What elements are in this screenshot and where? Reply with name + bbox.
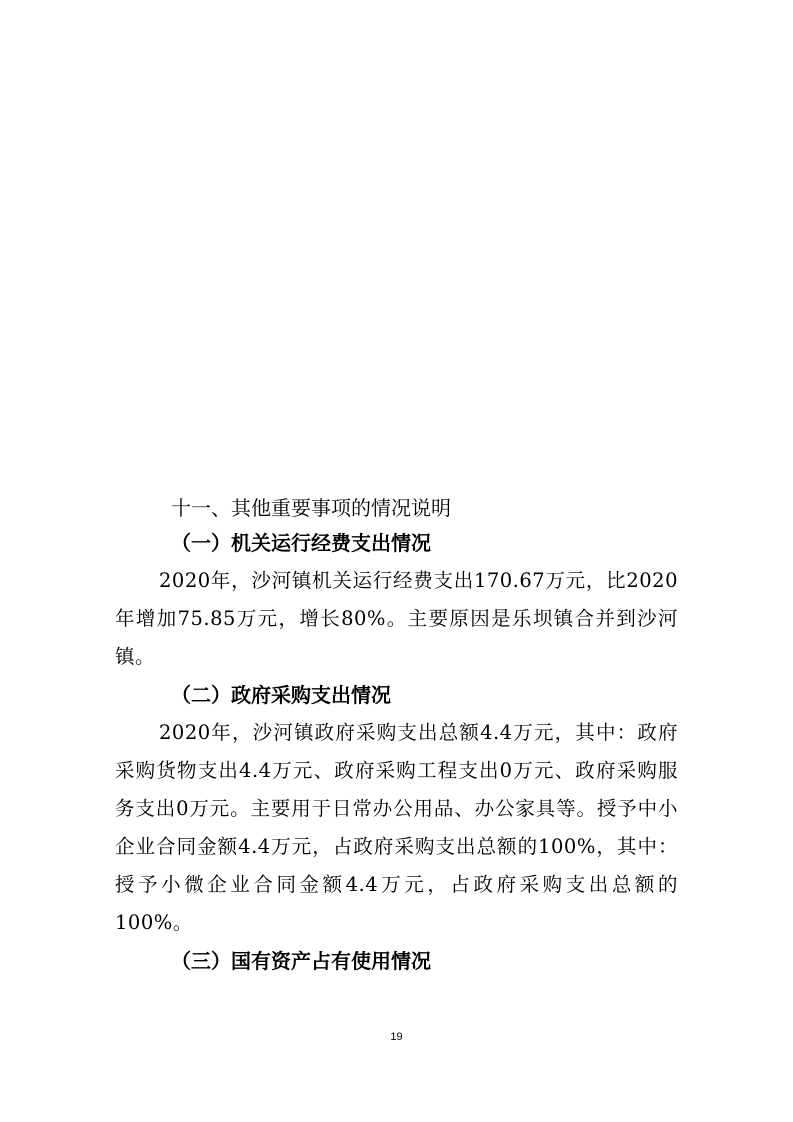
subheading-operating-expenses: （一）机关运行经费支出情况 [171,531,431,555]
subheading-state-assets: （三）国有资产占有使用情况 [171,949,431,973]
paragraph-government-procurement: 2020年，沙河镇政府采购支出总额4.4万元，其中：政府采购货物支出4.4万元、政府采购工程支出0万元、政府采购服务支出0万元。主要用于日常办公用品、办公家具等。授予中小企业合同金额4.4万元，占政府采购支出总额的100%，其中：授予小微企业合同金额4.4万元，占政府采购支出总额的100%。 [115,721,678,934]
page-number: 19 [390,1031,403,1043]
section-heading-other-matters: 十一、其他重要事项的情况说明 [171,496,451,520]
paragraph-operating-expenses: 2020年，沙河镇机关运行经费支出170.67万元，比2020年增加75.85万元，增长80%。主要原因是乐坝镇合并到沙河镇。 [115,569,678,668]
subheading-government-procurement: （二）政府采购支出情况 [171,683,391,707]
document-body [115,492,678,980]
